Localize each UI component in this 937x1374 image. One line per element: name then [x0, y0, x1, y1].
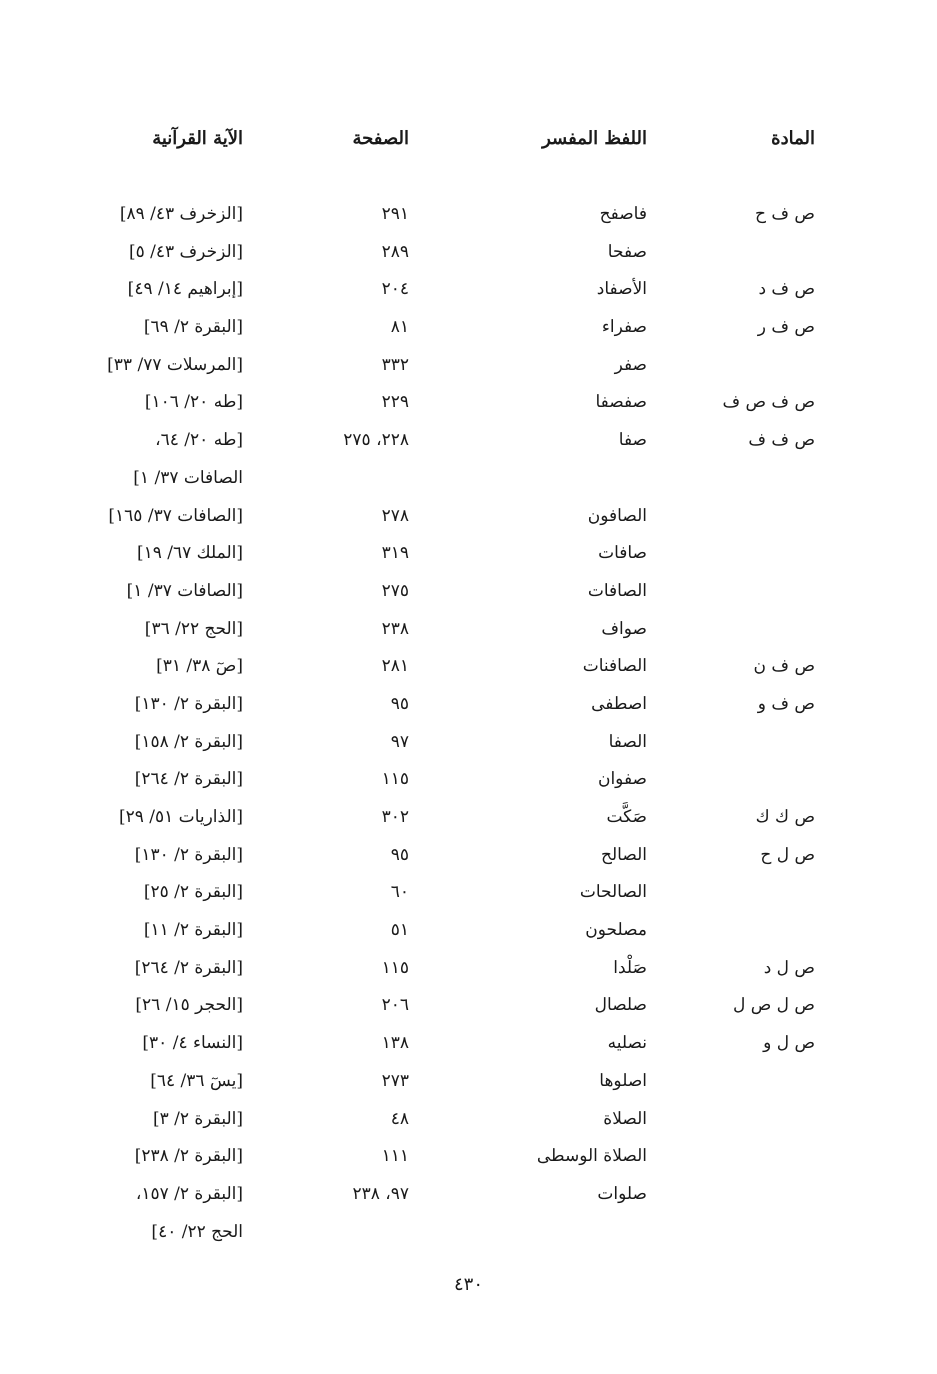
- table-row: [0, 535, 937, 573]
- cell-verse: [صٓ ٣٨/ ٣١]: [156, 656, 243, 677]
- cell-page: ١٣٨: [381, 1033, 409, 1054]
- table-row: [0, 1176, 937, 1214]
- cell-page: ١١٥: [381, 769, 409, 790]
- cell-page: ٢٧٣: [381, 1070, 409, 1091]
- cell-page: ٦٠: [390, 882, 409, 903]
- table-row: [0, 384, 937, 422]
- table-row: [0, 460, 937, 498]
- cell-page: ٢٠٤: [381, 279, 409, 300]
- cell-verse: [البقرة ٢/ ٢٦٤]: [134, 769, 243, 790]
- cell-root: ص ف ر: [757, 317, 815, 338]
- table-row: [0, 611, 937, 649]
- cell-word: الصالح: [601, 844, 647, 865]
- cell-word: صَكَّت: [606, 807, 647, 827]
- cell-verse: [البقرة ٢/ ١٣٠]: [134, 844, 243, 865]
- cell-page: ١١١: [381, 1146, 409, 1167]
- header-root: المادة: [771, 128, 815, 149]
- cell-page: ٢٩١: [381, 204, 409, 224]
- table-row: [0, 648, 937, 686]
- table-row: [0, 498, 937, 536]
- cell-root: ص ف ف: [748, 430, 815, 451]
- cell-root: ص ف ن: [753, 656, 815, 677]
- table-row: [0, 799, 937, 837]
- cell-page: ١١٥: [381, 957, 409, 978]
- index-table-body: [0, 196, 937, 1251]
- cell-word: الأصفاد: [596, 279, 647, 300]
- cell-word: صفر: [614, 354, 647, 375]
- cell-root: ص ل د: [763, 957, 815, 978]
- cell-word: صلوات: [597, 1183, 647, 1204]
- cell-word: اصلوها: [599, 1070, 647, 1091]
- table-row: [0, 1063, 937, 1101]
- cell-verse: [طه ٢٠/ ١٠٦]: [144, 392, 243, 413]
- cell-page: ٩٥: [390, 844, 409, 865]
- table-row: [0, 1025, 937, 1063]
- cell-word: اصطفى: [591, 693, 647, 714]
- cell-root: ص ف ح: [755, 204, 815, 224]
- cell-word: صواف: [601, 618, 647, 639]
- cell-word: صفصفا: [595, 392, 647, 413]
- cell-verse: [البقرة ٢/ ٣]: [152, 1108, 243, 1129]
- cell-root: ص ل ح: [760, 844, 815, 865]
- cell-root: ص ل ص ل: [732, 995, 815, 1016]
- table-row: [0, 234, 937, 272]
- cell-verse: [يسٓ ٣٦/ ٦٤]: [150, 1070, 243, 1091]
- cell-page: ٢٢٩: [381, 392, 409, 413]
- cell-verse: [البقرة ٢/ ٢٣٨]: [134, 1146, 243, 1167]
- cell-verse: [البقرة ٢/ ٢٥]: [143, 882, 243, 903]
- cell-word: الصافنات: [582, 656, 647, 677]
- table-row: [0, 271, 937, 309]
- table-row: [0, 1101, 937, 1139]
- cell-verse: [البقرة ٢/ ١٥٨]: [134, 731, 243, 752]
- header-verse: الآية القرآنية: [152, 128, 243, 149]
- table-row: [0, 837, 937, 875]
- header-page: الصفحة: [352, 128, 409, 149]
- cell-word: الصالحات: [579, 882, 647, 903]
- cell-word: صفحا: [607, 241, 647, 262]
- cell-page: ٣١٩: [381, 543, 409, 564]
- table-row: [0, 874, 937, 912]
- cell-word: الصافون: [587, 505, 647, 526]
- page-number: ٤٣٠: [453, 1274, 483, 1295]
- cell-word: صافات: [598, 543, 647, 564]
- cell-page: ٩٥: [390, 693, 409, 714]
- cell-verse: [الحج ٢٢/ ٣٦]: [144, 618, 243, 639]
- table-row: [0, 422, 937, 460]
- cell-verse: [طه ٢٠/ ٦٤،: [155, 430, 243, 451]
- cell-verse: [الزخرف ٤٣/ ٨٩]: [119, 204, 243, 224]
- table-row: [0, 724, 937, 762]
- header-word: اللفظ المفسر: [542, 128, 647, 149]
- cell-word: الصلاة الوسطى: [536, 1146, 647, 1167]
- cell-page: ٢٧٨: [381, 505, 409, 526]
- cell-verse: [البقرة ٢/ ١٥٧،: [135, 1183, 243, 1204]
- cell-verse: [الصافات ٣٧/ ١]: [126, 580, 243, 601]
- table-row: [0, 987, 937, 1025]
- cell-word: فاصفح: [599, 204, 647, 224]
- cell-page: ٩٧، ٢٣٨: [352, 1183, 409, 1204]
- cell-verse: [البقرة ٢/ ٦٩]: [143, 317, 243, 338]
- table-row: [0, 1138, 937, 1176]
- cell-verse: [المرسلات ٧٧/ ٣٣]: [107, 354, 243, 375]
- table-row: [0, 347, 937, 385]
- table-row: [0, 1214, 937, 1252]
- table-row: [0, 761, 937, 799]
- cell-verse: [البقرة ٢/ ٢٦٤]: [134, 957, 243, 978]
- cell-word: صَلْدا: [613, 957, 647, 978]
- cell-word: صفوان: [597, 769, 647, 790]
- cell-page: ٢٢٨، ٢٧٥: [343, 430, 409, 451]
- cell-root: ص ك ك: [755, 807, 815, 827]
- cell-verse: [الحجر ١٥/ ٢٦]: [135, 995, 243, 1016]
- cell-word: الصلاة: [603, 1108, 647, 1129]
- cell-page: ٢٠٦: [381, 995, 409, 1016]
- table-row: [0, 950, 937, 988]
- cell-word: نصليه: [607, 1033, 647, 1054]
- cell-verse: الحج ٢٢/ ٤٠]: [151, 1221, 243, 1242]
- cell-root: ص ف د: [758, 279, 815, 300]
- cell-root: ص ف ص ف: [722, 392, 815, 413]
- cell-page: ٢٧٥: [381, 580, 409, 601]
- cell-verse: [الذاريات ٥١/ ٢٩]: [118, 807, 243, 827]
- cell-page: ٢٨١: [381, 656, 409, 677]
- cell-root: ص ف و: [757, 693, 815, 714]
- cell-page: ٣٣٢: [381, 354, 409, 375]
- cell-word: صلصال: [594, 995, 647, 1016]
- cell-page: ٥١: [390, 920, 409, 941]
- cell-verse: [البقرة ٢/ ١٣٠]: [134, 693, 243, 714]
- table-row: [0, 573, 937, 611]
- cell-verse: [الملك ٦٧/ ١٩]: [136, 543, 243, 564]
- cell-verse: [النساء ٤/ ٣٠]: [142, 1033, 243, 1054]
- cell-word: صفراء: [601, 317, 647, 338]
- cell-word: مصلحون: [585, 920, 647, 941]
- table-row: [0, 686, 937, 724]
- table-row: [0, 196, 937, 234]
- cell-page: ٨١: [390, 317, 409, 338]
- cell-verse: [الزخرف ٤٣/ ٥]: [128, 241, 243, 262]
- cell-page: ٤٨: [390, 1108, 409, 1129]
- table-row: [0, 309, 937, 347]
- cell-page: ٢٣٨: [381, 618, 409, 639]
- cell-page: ٢٨٩: [381, 241, 409, 262]
- cell-verse: [إبراهيم ١٤/ ٤٩]: [127, 279, 243, 300]
- cell-root: ص ل و: [763, 1033, 815, 1054]
- cell-verse: الصافات ٣٧/ ١]: [133, 467, 243, 488]
- table-row: [0, 912, 937, 950]
- cell-word: صفا: [618, 430, 647, 451]
- cell-page: ٩٧: [390, 731, 409, 752]
- cell-word: الصفا: [608, 731, 647, 752]
- cell-verse: [البقرة ٢/ ١١]: [143, 920, 243, 941]
- cell-verse: [الصافات ٣٧/ ١٦٥]: [108, 505, 243, 526]
- cell-word: الصافات: [587, 580, 647, 601]
- table-header: [0, 122, 937, 156]
- cell-page: ٣٠٢: [381, 807, 409, 827]
